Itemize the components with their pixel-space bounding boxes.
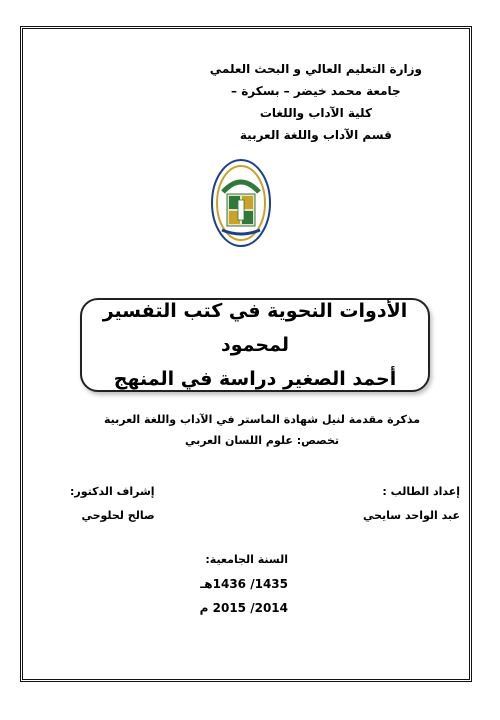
- university-emblem-icon: [210, 158, 272, 248]
- academic-year-block: [200, 548, 288, 620]
- academic-year-gregorian: 2014/ 2015 م: [199, 601, 288, 615]
- faculty-line: كلية الآداب واللغات: [259, 106, 372, 120]
- supervisor-label: إشراف الدكتور:: [70, 485, 155, 498]
- student-label: إعداد الطالب :: [382, 485, 460, 498]
- university-line: جامعة محمد خيضر – بسكرة –: [231, 84, 401, 98]
- academic-year-label: السنة الجامعية:: [205, 553, 288, 566]
- thesis-title: [82, 294, 428, 396]
- memo-description: مذكرة مقدمة لنيل شهادة الماستر في الآداب واللغة العربية: [103, 413, 420, 426]
- title-box: [80, 298, 430, 392]
- supervisor-name: صالح لحلوحي: [81, 509, 155, 522]
- memo-specialty: تخصص: علوم اللسان العربي: [184, 434, 340, 447]
- memo-block: [104, 409, 420, 451]
- ministry-line: وزارة التعليم العالي و البحث العلمي: [209, 62, 422, 76]
- institution-header: [210, 58, 422, 146]
- student-block: [363, 480, 460, 528]
- title-line-2: أحمد الصغير دراسة في المنهج: [113, 368, 397, 390]
- academic-year-hijri: 1435/ 1436هـ: [200, 577, 288, 591]
- title-line-1: الأدوات النحوية في كتب التفسير لمحمود: [102, 300, 408, 356]
- supervisor-block: [70, 480, 155, 528]
- student-name: عبد الواحد سايحي: [362, 509, 460, 522]
- department-line: قسم الآداب واللغة العربية: [239, 128, 392, 142]
